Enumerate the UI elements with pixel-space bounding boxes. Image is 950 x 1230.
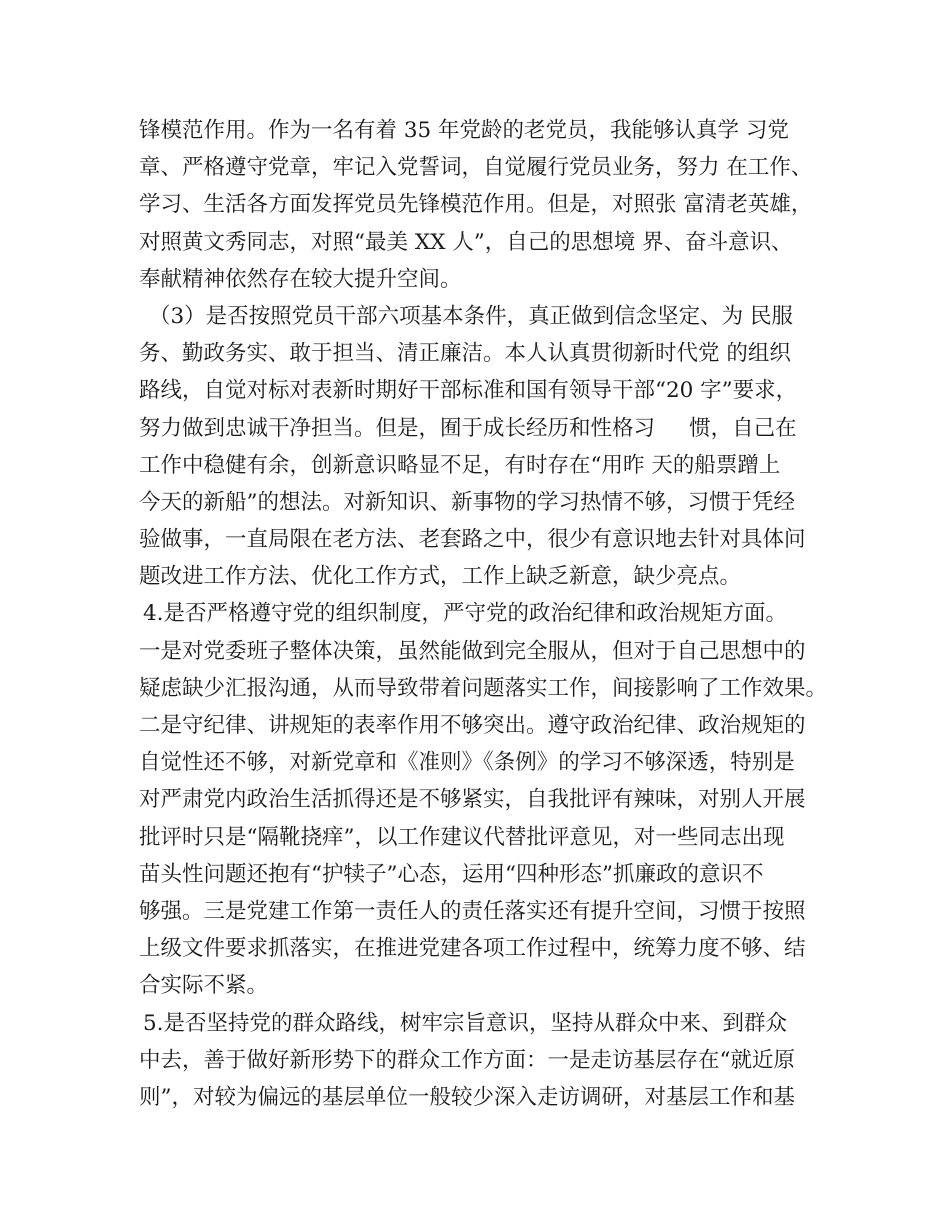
text-line: （3）是否按照党员干部六项基本条件，真正做到信念坚定、为 民服 (149, 303, 794, 329)
text-line: 章、严格遵守党章，牢记入党誓词，自觉履行党员业务，努力 在工作、 (139, 155, 813, 181)
text-line: 合实际不紧。 (139, 973, 269, 999)
text-line: 题改进工作方法、优化工作方式，工作上缺乏新意，缺少亮点。 (139, 564, 742, 590)
text-line: 批评时只是“隔靴挠痒”，以工作建议代替批评意见，对一些同志出现 (139, 824, 785, 850)
text-line: 够强。三是党建工作第一责任人的责任落实还有提升空间，习惯于按照 (139, 898, 806, 924)
text-line: 工作中稳健有余，创新意识略显不足，有时存在“用昨 天的船票蹭上 (139, 452, 781, 478)
text-line: 奉献精神依然存在较大提升空间。 (139, 266, 462, 292)
text-line: 锋模范作用。作为一名有着 35 年党龄的老党员，我能够认真学 习党 (139, 118, 789, 143)
text-line: 二是守纪律、讲规矩的表率作用不够突出。遵守政治纪律、政治规矩的 (139, 713, 806, 738)
text-line: 路线，自觉对标对表新时期好干部标准和国有领导干部“20 字”要求， (139, 378, 798, 404)
text-line: 一是对党委班子整体决策，虽然能做到完全服从，但对于自己思想中的 (139, 638, 806, 664)
text-line: 疑虑缺少汇报沟通，从而导致带着问题落实工作，间接影响了工作效果。 (139, 675, 828, 701)
text-line: 对严肃党内政治生活抓得还是不够紧实，自我批评有辣味，对别人开展 (139, 787, 806, 813)
text-line: 4.是否严格遵守党的组织制度，严守党的政治纪律和政治规矩方面。 (143, 601, 788, 627)
text-line: 中去，善于做好新形势下的群众工作方面：一是走访基层存在“就近原 (139, 1047, 795, 1073)
text-line: 对照黄文秀同志，对照“最美 XX 人”，自己的思想境 界、奋斗意识、 (139, 229, 793, 255)
text-line: 努力做到忠诚干净担当。但是，囿于成长经历和性格习 惯，自己在 (139, 415, 797, 441)
document-body (139, 112, 839, 1116)
text-line: 则”，对较为偏远的基层单位一般较少深入走访调研，对基层工作和基 (139, 1084, 795, 1110)
text-line: 自觉性还不够，对新党章和《准则》《条例》的学习不够深透，特别是 (139, 750, 795, 776)
text-line: 验做事，一直局限在老方法、老套路之中，很少有意识地去针对具体问 (139, 527, 806, 553)
text-line: 苗头性问题还抱有“护犊子”心态，运用“四种形态”抓廉政的意识不 (139, 861, 764, 887)
text-line: 上级文件要求抓落实，在推进党建各项工作过程中，统筹力度不够、结 (139, 936, 806, 962)
text-line: 今天的新船”的想法。对新知识、新事物的学习热情不够，习惯于凭经 (139, 489, 795, 515)
text-line: 学习、生活各方面发挥党员先锋模范作用。但是，对照张 富清老英雄， (139, 192, 813, 218)
text-line: 5.是否坚持党的群众路线，树牢宗旨意识，坚持从群众中来、到群众 (143, 1010, 788, 1036)
text-line: 务、勤政务实、敢于担当、清正廉洁。本人认真贯彻新时代党 的组织 (139, 341, 791, 367)
